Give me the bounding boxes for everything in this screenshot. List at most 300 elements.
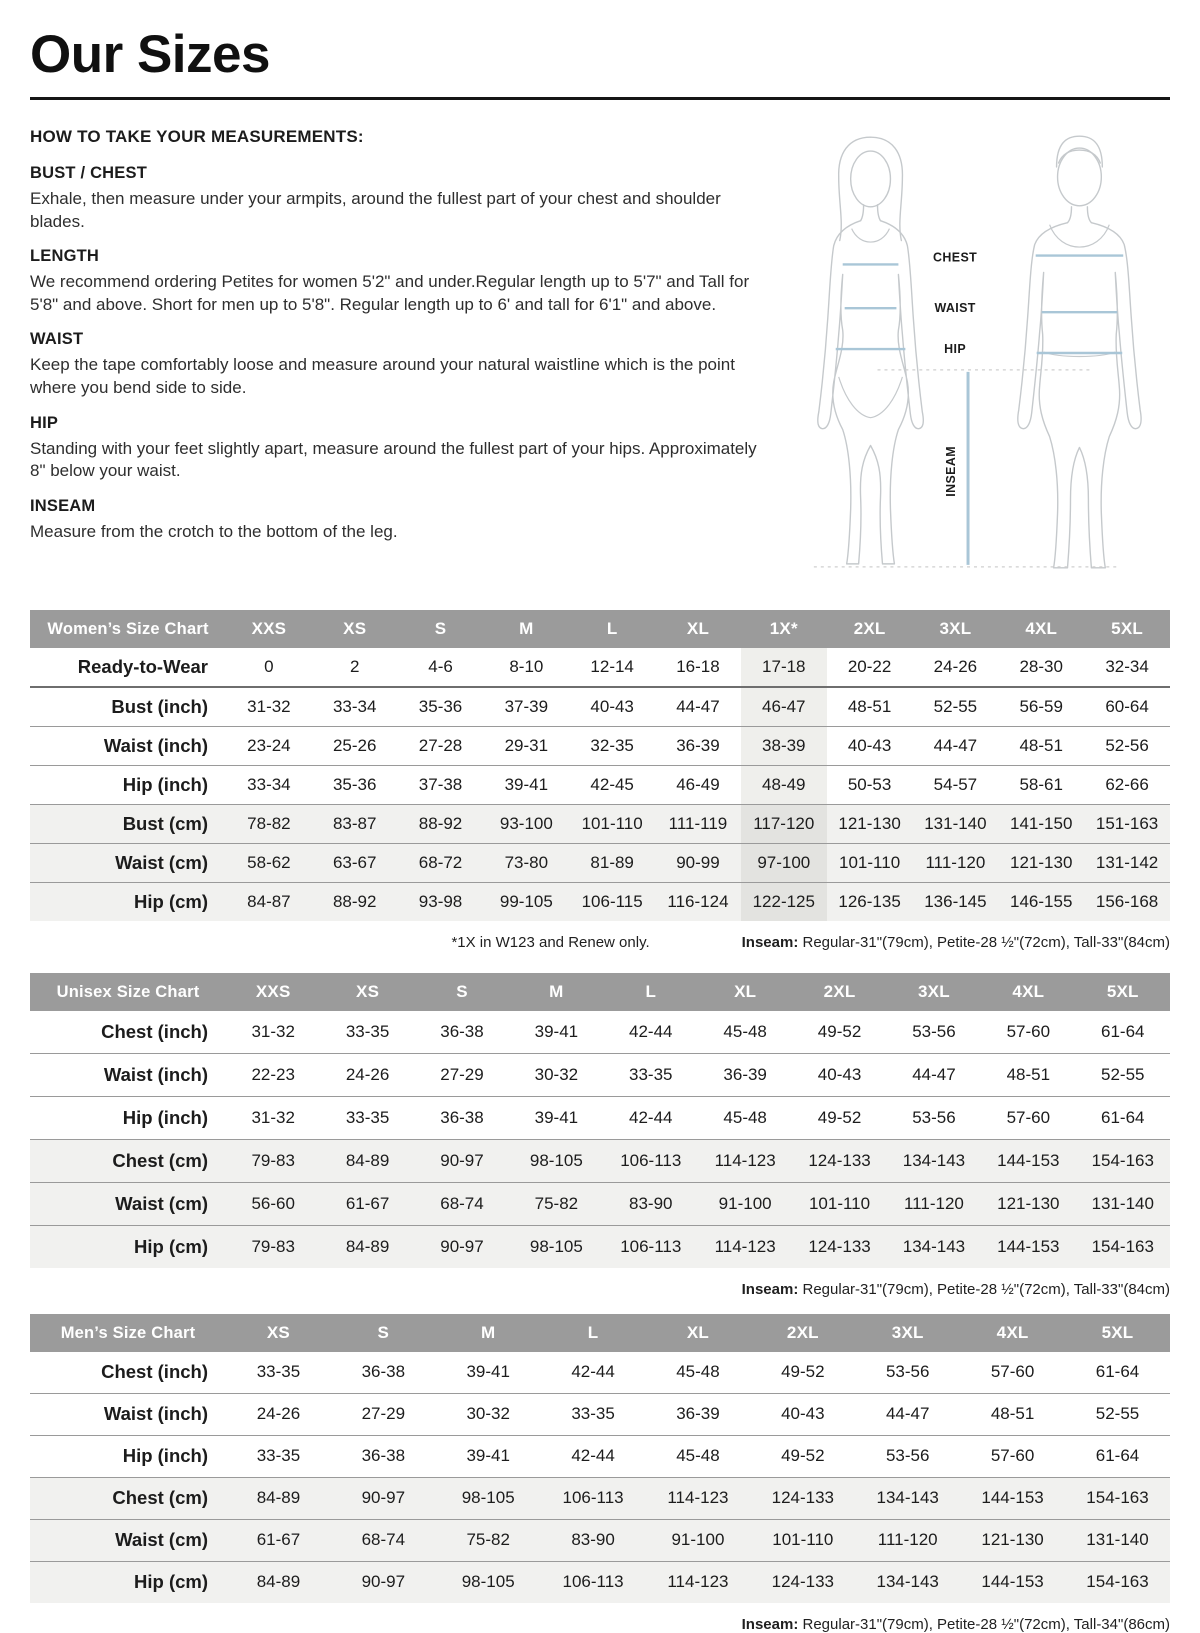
size-cell: 52-55 bbox=[933, 697, 978, 716]
size-cell: 52-56 bbox=[1105, 736, 1149, 755]
size-column-header: 5XL bbox=[1084, 610, 1170, 648]
size-cell: 30-32 bbox=[534, 1065, 579, 1084]
inseam-footnote bbox=[742, 934, 1170, 951]
inseam-footnote-label: Inseam: bbox=[741, 934, 799, 951]
size-cell: 22-23 bbox=[251, 1065, 295, 1084]
size-cell: 81-89 bbox=[590, 853, 634, 872]
size-column-header: 3XL bbox=[855, 1314, 960, 1352]
row-label: Waist (inch) bbox=[103, 735, 208, 756]
size-cell: 111-120 bbox=[903, 1194, 964, 1213]
size-cell: 49-52 bbox=[781, 1446, 825, 1465]
size-cell: 98-105 bbox=[529, 1151, 583, 1170]
size-cell: 33-35 bbox=[629, 1065, 673, 1084]
size-cell: 88-92 bbox=[418, 814, 463, 833]
row-label: Hip (cm) bbox=[134, 1571, 208, 1592]
size-column-header: M bbox=[436, 1314, 541, 1352]
size-cell: 83-90 bbox=[629, 1194, 673, 1213]
size-cell: 56-60 bbox=[251, 1194, 295, 1213]
size-cell: 53-56 bbox=[885, 1446, 930, 1465]
size-cell: 42-45 bbox=[590, 775, 634, 794]
size-cell: 154-163 bbox=[1091, 1237, 1154, 1256]
size-cell: 52-55 bbox=[1101, 1065, 1145, 1084]
row-label: Bust (inch) bbox=[111, 696, 208, 717]
size-cell: 99-105 bbox=[499, 892, 553, 911]
size-cell: 73-80 bbox=[504, 853, 549, 872]
size-cell: 131-140 bbox=[924, 814, 987, 833]
row-label: Waist (cm) bbox=[115, 852, 208, 873]
size-cell: 144-153 bbox=[981, 1572, 1044, 1591]
table-row bbox=[30, 1562, 1170, 1604]
size-cell: 33-34 bbox=[332, 697, 377, 716]
size-column-header: S bbox=[398, 610, 484, 648]
instruction-inseam bbox=[30, 497, 767, 544]
size-cell: 68-72 bbox=[418, 853, 463, 872]
size-cell: 131-142 bbox=[1095, 853, 1159, 872]
row-label: Waist (inch) bbox=[103, 1064, 208, 1085]
size-cell: 111-119 bbox=[668, 814, 728, 833]
size-cell: 114-123 bbox=[667, 1488, 729, 1507]
size-cell: 4-6 bbox=[428, 657, 453, 676]
size-column-header: XL bbox=[655, 610, 741, 648]
instruction-heading: HIP bbox=[30, 413, 59, 432]
size-cell: 134-143 bbox=[902, 1237, 966, 1256]
size-cell: 91-100 bbox=[718, 1194, 772, 1213]
size-cell: 53-56 bbox=[912, 1108, 956, 1127]
size-cell: 151-163 bbox=[1095, 814, 1159, 833]
size-cell: 48-51 bbox=[1019, 736, 1063, 755]
size-cell: 53-56 bbox=[885, 1362, 930, 1381]
size-cell: 16-18 bbox=[676, 657, 720, 676]
size-cell: 39-41 bbox=[534, 1108, 579, 1127]
row-label: Chest (cm) bbox=[112, 1487, 208, 1508]
size-cell: 111-120 bbox=[925, 853, 986, 872]
size-cell: 101-110 bbox=[581, 814, 643, 833]
chest-label: CHEST bbox=[933, 250, 978, 265]
size-column-header: S bbox=[331, 1314, 436, 1352]
size-cell: 56-59 bbox=[1019, 697, 1063, 716]
size-cell: 54-57 bbox=[933, 775, 978, 794]
size-cell: 33-35 bbox=[571, 1404, 615, 1423]
mens-size-chart-section bbox=[30, 1314, 1170, 1633]
instruction-length bbox=[30, 247, 767, 316]
row-label: Hip (cm) bbox=[134, 891, 208, 912]
size-cell: 90-99 bbox=[676, 853, 720, 872]
measurement-instructions-section bbox=[30, 127, 1170, 585]
size-column-header: 2XL bbox=[792, 973, 886, 1011]
table-title: Women’s Size Chart bbox=[30, 610, 226, 648]
size-cell: 121-130 bbox=[997, 1194, 1060, 1213]
inseam-footnote bbox=[742, 1281, 1170, 1298]
size-column-header: L bbox=[604, 973, 698, 1011]
row-label: Chest (cm) bbox=[112, 1150, 208, 1171]
size-cell: 49-52 bbox=[781, 1362, 825, 1381]
size-cell: 48-51 bbox=[990, 1404, 1035, 1423]
size-cell: 25-26 bbox=[332, 736, 377, 755]
instruction-bust-chest bbox=[30, 164, 767, 233]
table-row bbox=[30, 805, 1170, 844]
inseam-footnote-label: Inseam: bbox=[741, 1281, 799, 1298]
size-cell: 93-100 bbox=[499, 814, 553, 833]
size-column-header: S bbox=[415, 973, 509, 1011]
size-column-header: 5XL bbox=[1065, 1314, 1170, 1352]
row-label: Waist (inch) bbox=[103, 1403, 208, 1424]
header-row bbox=[30, 973, 1170, 1011]
size-column-header: 3XL bbox=[913, 610, 999, 648]
size-cell: 23-24 bbox=[247, 736, 291, 755]
table-row bbox=[30, 883, 1170, 922]
size-cell: 97-100 bbox=[741, 844, 827, 883]
size-cell: 48-51 bbox=[1006, 1065, 1051, 1084]
size-cell: 114-123 bbox=[714, 1151, 776, 1170]
size-cell: 144-153 bbox=[981, 1488, 1044, 1507]
size-column-header: 4XL bbox=[998, 610, 1084, 648]
row-label: Chest (inch) bbox=[101, 1021, 208, 1042]
row-label: Waist (cm) bbox=[115, 1193, 208, 1214]
size-cell: 131-140 bbox=[1091, 1194, 1154, 1213]
size-cell: 44-47 bbox=[933, 736, 978, 755]
size-cell: 32-34 bbox=[1105, 657, 1149, 676]
size-cell: 75-82 bbox=[534, 1194, 579, 1213]
1x-footnote: *1X in W123 and Renew only. bbox=[451, 934, 650, 951]
size-cell: 131-140 bbox=[1086, 1530, 1149, 1549]
size-cell: 24-26 bbox=[256, 1404, 301, 1423]
size-cell: 39-41 bbox=[466, 1362, 510, 1381]
table-row bbox=[30, 766, 1170, 805]
size-cell: 24-26 bbox=[933, 657, 978, 676]
size-cell: 154-163 bbox=[1086, 1572, 1149, 1591]
size-cell: 31-32 bbox=[251, 1108, 295, 1127]
size-cell: 134-143 bbox=[876, 1488, 939, 1507]
size-cell: 48-49 bbox=[741, 766, 827, 805]
waist-label: WAIST bbox=[934, 301, 976, 316]
mens-size-chart-table bbox=[30, 1314, 1170, 1603]
size-cell: 124-133 bbox=[771, 1572, 834, 1591]
size-cell: 156-168 bbox=[1095, 892, 1159, 911]
size-cell: 144-153 bbox=[997, 1237, 1060, 1256]
inseam-footnote-text: Regular-31"(79cm), Petite-28 ½"(72cm), Tall-33"(84cm) bbox=[798, 934, 1170, 951]
instruction-body: Exhale, then measure under your armpits, around the fullest part of your chest and shoulder blades. bbox=[30, 189, 721, 231]
size-column-header: 2XL bbox=[750, 1314, 855, 1352]
inseam-footnote-text: Regular-31"(79cm), Petite-28 ½"(72cm), Tall-33"(84cm) bbox=[798, 1281, 1170, 1298]
size-cell: 27-28 bbox=[418, 736, 463, 755]
size-column-header: 5XL bbox=[1076, 973, 1170, 1011]
size-cell: 84-87 bbox=[247, 892, 291, 911]
size-column-header: 2XL bbox=[827, 610, 913, 648]
size-cell: 42-44 bbox=[571, 1446, 615, 1465]
table-row bbox=[30, 1140, 1170, 1183]
size-cell: 124-133 bbox=[808, 1151, 871, 1170]
size-cell: 20-22 bbox=[847, 657, 892, 676]
size-cell: 33-35 bbox=[345, 1022, 390, 1041]
size-cell: 50-53 bbox=[847, 775, 892, 794]
size-cell: 58-61 bbox=[1019, 775, 1063, 794]
size-cell: 121-130 bbox=[838, 814, 901, 833]
size-cell: 39-41 bbox=[534, 1022, 579, 1041]
size-column-header: 4XL bbox=[960, 1314, 1065, 1352]
size-cell: 24-26 bbox=[345, 1065, 390, 1084]
size-column-header: XS bbox=[312, 610, 398, 648]
size-cell: 63-67 bbox=[332, 853, 377, 872]
title-divider bbox=[30, 97, 1170, 100]
instruction-body: We recommend ordering Petites for women 5'2" and under.Regular length up to 5'7" and Tall for 5'8" and above. Short for men up to 5'8". Regular length up to 6' and tall for 6'1" and above. bbox=[30, 272, 750, 314]
row-label: Waist (cm) bbox=[115, 1529, 208, 1550]
table-title: Men’s Size Chart bbox=[30, 1314, 226, 1352]
size-cell: 78-82 bbox=[247, 814, 291, 833]
size-column-header: XXS bbox=[226, 610, 312, 648]
table-row bbox=[30, 1183, 1170, 1226]
size-cell: 84-89 bbox=[345, 1151, 390, 1170]
instruction-body: Measure from the crotch to the bottom of the leg. bbox=[30, 521, 398, 541]
table-row bbox=[30, 844, 1170, 883]
size-cell: 106-113 bbox=[562, 1488, 624, 1507]
instruction-waist bbox=[30, 330, 767, 399]
size-cell: 93-98 bbox=[418, 892, 463, 911]
size-column-header: XXS bbox=[226, 973, 320, 1011]
size-cell: 57-60 bbox=[990, 1446, 1035, 1465]
table-row bbox=[30, 727, 1170, 766]
size-column-header: M bbox=[509, 973, 603, 1011]
size-cell: 84-89 bbox=[256, 1488, 301, 1507]
size-column-header: L bbox=[541, 1314, 646, 1352]
size-cell: 31-32 bbox=[247, 697, 291, 716]
size-cell: 154-163 bbox=[1086, 1488, 1149, 1507]
size-cell: 83-90 bbox=[571, 1530, 615, 1549]
size-cell: 12-14 bbox=[590, 657, 634, 676]
size-cell: 101-110 bbox=[772, 1530, 834, 1549]
size-cell: 106-113 bbox=[620, 1237, 682, 1256]
size-cell: 27-29 bbox=[361, 1404, 406, 1423]
size-cell: 40-43 bbox=[590, 697, 634, 716]
size-column-header: M bbox=[483, 610, 569, 648]
table-row bbox=[30, 1226, 1170, 1269]
table-row bbox=[30, 1054, 1170, 1097]
mens-table-footnotes bbox=[30, 1616, 1170, 1633]
size-cell: 124-133 bbox=[808, 1237, 871, 1256]
size-cell: 91-100 bbox=[671, 1530, 725, 1549]
instruction-heading: INSEAM bbox=[30, 496, 96, 515]
size-cell: 114-123 bbox=[714, 1237, 776, 1256]
size-column-header: XS bbox=[320, 973, 414, 1011]
size-cell: 36-39 bbox=[723, 1065, 767, 1084]
unisex-size-chart-table bbox=[30, 973, 1170, 1268]
inseam-footnote-text: Regular-31"(79cm), Petite-28 ½"(72cm), Tall-34"(86cm) bbox=[798, 1616, 1170, 1633]
size-cell: 154-163 bbox=[1091, 1151, 1154, 1170]
size-cell: 57-60 bbox=[990, 1362, 1035, 1381]
size-cell: 42-44 bbox=[629, 1108, 673, 1127]
size-cell: 36-38 bbox=[361, 1362, 406, 1381]
womens-size-chart-section bbox=[30, 610, 1170, 951]
size-cell: 42-44 bbox=[629, 1022, 673, 1041]
inseam-label: INSEAM bbox=[944, 446, 959, 497]
size-cell: 36-38 bbox=[440, 1108, 484, 1127]
inseam-footnote-label: Inseam: bbox=[741, 1616, 799, 1633]
size-cell: 61-64 bbox=[1101, 1022, 1145, 1041]
size-cell: 44-47 bbox=[912, 1065, 956, 1084]
size-cell: 53-56 bbox=[912, 1022, 956, 1041]
size-cell: 61-67 bbox=[256, 1530, 301, 1549]
size-cell: 144-153 bbox=[997, 1151, 1060, 1170]
page-title: Our Sizes bbox=[30, 25, 270, 84]
size-cell: 48-51 bbox=[847, 697, 892, 716]
size-cell: 40-43 bbox=[781, 1404, 825, 1423]
size-cell: 61-64 bbox=[1095, 1362, 1140, 1381]
size-cell: 88-92 bbox=[332, 892, 377, 911]
size-cell: 90-97 bbox=[361, 1488, 406, 1507]
instruction-heading: WAIST bbox=[30, 330, 84, 349]
size-cell: 37-38 bbox=[418, 775, 463, 794]
header-row bbox=[30, 1314, 1170, 1352]
size-cell: 42-44 bbox=[571, 1362, 615, 1381]
size-cell: 117-120 bbox=[741, 805, 827, 844]
row-label: Hip (inch) bbox=[122, 1445, 208, 1466]
size-cell: 44-47 bbox=[676, 697, 720, 716]
size-cell: 111-120 bbox=[877, 1530, 938, 1549]
size-column-header: 3XL bbox=[887, 973, 981, 1011]
size-cell: 136-145 bbox=[924, 892, 987, 911]
size-cell: 36-39 bbox=[676, 1404, 720, 1423]
size-cell: 68-74 bbox=[361, 1530, 406, 1549]
size-cell: 122-125 bbox=[741, 883, 827, 922]
row-label: Hip (inch) bbox=[122, 1107, 208, 1128]
table-row bbox=[30, 1011, 1170, 1054]
header-row bbox=[30, 610, 1170, 648]
size-cell: 45-48 bbox=[723, 1022, 767, 1041]
inseam-footnote bbox=[742, 1616, 1170, 1633]
size-cell: 32-35 bbox=[590, 736, 634, 755]
womens-size-chart-table bbox=[30, 610, 1170, 921]
size-cell: 98-105 bbox=[529, 1237, 583, 1256]
size-cell: 29-31 bbox=[504, 736, 549, 755]
row-label: Ready-to-Wear bbox=[77, 656, 208, 677]
instruction-body: Keep the tape comfortably loose and measure around your natural waistline which is the point where you bend side to side. bbox=[30, 355, 735, 398]
size-cell: 38-39 bbox=[741, 727, 827, 766]
size-column-header: 1X* bbox=[741, 610, 827, 648]
size-cell: 121-130 bbox=[1010, 853, 1073, 872]
hip-label: HIP bbox=[944, 341, 967, 356]
size-cell: 116-124 bbox=[667, 892, 729, 911]
how-to-heading: HOW TO TAKE YOUR MEASUREMENTS: bbox=[30, 127, 364, 146]
unisex-size-chart-section bbox=[30, 973, 1170, 1298]
size-cell: 114-123 bbox=[667, 1572, 729, 1591]
size-cell: 28-30 bbox=[1019, 657, 1063, 676]
size-cell: 61-67 bbox=[345, 1194, 390, 1213]
row-label: Hip (inch) bbox=[122, 774, 208, 795]
size-cell: 126-135 bbox=[838, 892, 901, 911]
size-cell: 36-38 bbox=[440, 1022, 484, 1041]
size-cell: 36-39 bbox=[676, 736, 720, 755]
size-column-header: L bbox=[569, 610, 655, 648]
table-row bbox=[30, 648, 1170, 687]
size-cell: 49-52 bbox=[817, 1108, 862, 1127]
table-row bbox=[30, 1436, 1170, 1478]
size-cell: 106-115 bbox=[581, 892, 643, 911]
unisex-table-footnotes bbox=[30, 1281, 1170, 1298]
size-cell: 58-62 bbox=[247, 853, 291, 872]
size-cell: 39-41 bbox=[466, 1446, 510, 1465]
size-cell: 98-105 bbox=[461, 1488, 515, 1507]
size-cell: 40-43 bbox=[847, 736, 892, 755]
size-cell: 98-105 bbox=[461, 1572, 515, 1591]
size-cell: 84-89 bbox=[256, 1572, 301, 1591]
size-cell: 36-38 bbox=[361, 1446, 406, 1465]
instruction-heading: BUST / CHEST bbox=[30, 164, 147, 182]
size-cell: 134-143 bbox=[876, 1572, 939, 1591]
table-row bbox=[30, 1478, 1170, 1520]
size-column-header: XL bbox=[646, 1314, 751, 1352]
size-cell: 101-110 bbox=[839, 853, 901, 872]
size-cell: 79-83 bbox=[251, 1237, 295, 1256]
size-cell: 46-47 bbox=[741, 687, 827, 727]
size-cell: 79-83 bbox=[251, 1151, 295, 1170]
size-cell: 33-35 bbox=[345, 1108, 390, 1127]
size-cell: 101-110 bbox=[808, 1194, 871, 1213]
size-cell: 62-66 bbox=[1105, 775, 1149, 794]
size-column-header: XL bbox=[698, 973, 792, 1011]
size-cell: 40-43 bbox=[817, 1065, 862, 1084]
size-cell: 60-64 bbox=[1105, 697, 1149, 716]
body-measurement-diagram bbox=[786, 123, 1164, 581]
size-cell: 44-47 bbox=[885, 1404, 930, 1423]
size-cell: 37-39 bbox=[504, 697, 549, 716]
size-cell: 39-41 bbox=[504, 775, 549, 794]
table-row bbox=[30, 1520, 1170, 1562]
size-cell: 84-89 bbox=[345, 1237, 390, 1256]
size-cell: 52-55 bbox=[1095, 1404, 1140, 1423]
instruction-heading: LENGTH bbox=[30, 247, 100, 266]
size-cell: 8-10 bbox=[509, 657, 544, 676]
size-cell: 57-60 bbox=[1006, 1022, 1051, 1041]
size-cell: 121-130 bbox=[981, 1530, 1044, 1549]
size-cell: 124-133 bbox=[771, 1488, 834, 1507]
table-row bbox=[30, 687, 1170, 727]
row-label: Chest (inch) bbox=[101, 1361, 208, 1382]
instruction-body: Standing with your feet slightly apart, measure around the fullest part of your hips. Approximately 8" below your waist. bbox=[30, 438, 757, 481]
size-cell: 68-74 bbox=[440, 1194, 484, 1213]
size-column-header: 4XL bbox=[981, 973, 1075, 1011]
size-cell: 33-35 bbox=[256, 1446, 301, 1465]
size-cell: 35-36 bbox=[418, 697, 463, 716]
female-figure-outline bbox=[818, 137, 923, 564]
size-cell: 90-97 bbox=[440, 1151, 484, 1170]
size-cell: 35-36 bbox=[332, 775, 377, 794]
size-cell: 33-35 bbox=[256, 1362, 301, 1381]
size-cell: 45-48 bbox=[723, 1108, 767, 1127]
size-cell: 31-32 bbox=[251, 1022, 295, 1041]
size-cell: 30-32 bbox=[466, 1404, 510, 1423]
size-cell: 0 bbox=[264, 657, 274, 676]
size-cell: 134-143 bbox=[902, 1151, 966, 1170]
size-cell: 27-29 bbox=[440, 1065, 484, 1084]
size-column-header: XS bbox=[226, 1314, 331, 1352]
size-cell: 90-97 bbox=[361, 1572, 406, 1591]
size-cell: 46-49 bbox=[676, 775, 720, 794]
instruction-hip bbox=[30, 414, 767, 483]
size-cell: 75-82 bbox=[466, 1530, 510, 1549]
table-title: Unisex Size Chart bbox=[30, 973, 226, 1011]
size-cell: 83-87 bbox=[332, 814, 377, 833]
size-cell: 141-150 bbox=[1010, 814, 1073, 833]
size-cell: 45-48 bbox=[676, 1362, 720, 1381]
size-cell: 49-52 bbox=[817, 1022, 862, 1041]
size-cell: 61-64 bbox=[1095, 1446, 1140, 1465]
size-cell: 17-18 bbox=[741, 648, 827, 687]
size-cell: 146-155 bbox=[1010, 892, 1073, 911]
size-cell: 90-97 bbox=[440, 1237, 484, 1256]
size-cell: 2 bbox=[349, 657, 360, 676]
size-cell: 61-64 bbox=[1101, 1108, 1145, 1127]
size-cell: 57-60 bbox=[1006, 1108, 1051, 1127]
size-cell: 45-48 bbox=[676, 1446, 720, 1465]
